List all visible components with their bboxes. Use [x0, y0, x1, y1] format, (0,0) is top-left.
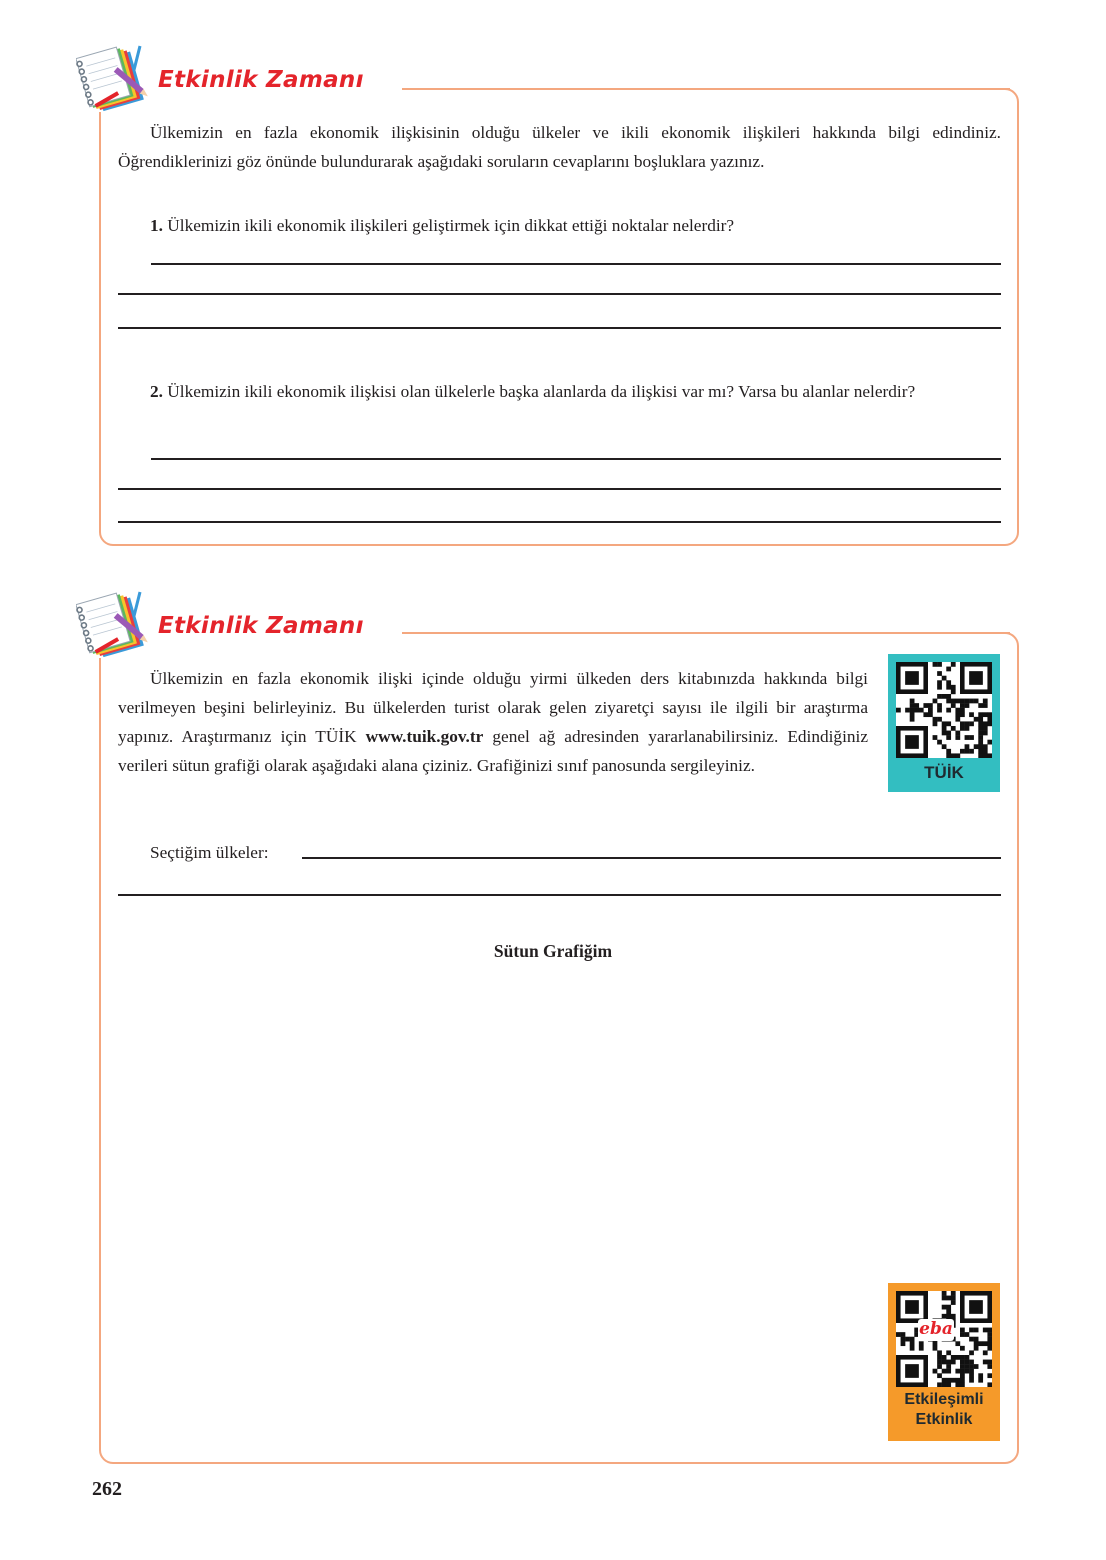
selected-countries-label: Seçtiğim ülkeler: [150, 843, 269, 862]
answer-line[interactable] [151, 458, 1001, 460]
tuik-label: TÜİK [924, 763, 964, 782]
question-2-text: Ülkemizin ikili ekonomik ilişkisi olan ülkelerle başka alanlarda da ilişkisi var mı? Varsa bu alanlar nelerdir? [162, 382, 916, 401]
eba-label [888, 1390, 1000, 1430]
graph-title: Sütun Grafiğim [493, 941, 613, 961]
answer-line[interactable] [118, 293, 1001, 295]
answer-line[interactable] [118, 488, 1001, 490]
activity2-intro [118, 664, 868, 780]
selected-countries-line[interactable] [118, 894, 1001, 896]
notebook-pencil-icon [76, 42, 160, 116]
notebook-pencil-icon [76, 588, 160, 662]
activity2-title: Etkinlik Zamanı [158, 613, 364, 639]
activity2-intro-part2: genel ağ adresinden yararlanabilirsiniz. Edindiğiniz verileri sütun grafiği olarak aşağıdaki alana çiziniz. Grafiğinizi sınıf panosunda sergileyiniz. [118, 727, 868, 775]
answer-line[interactable] [118, 327, 1001, 329]
question-2 [118, 377, 1001, 406]
activity1-title: Etkinlik Zamanı [158, 67, 364, 93]
eba-label-line1: Etkileşimli [904, 1391, 984, 1408]
activity2-header [72, 588, 402, 658]
tuik-qr-card[interactable] [888, 654, 1000, 792]
activity1-header [72, 42, 402, 112]
activity2-intro-part1: Ülkemizin en fazla ekonomik ilişki içinde olduğu yirmi ülkeden ders kitabınızda hakkında bilgi verilmeyen beşini belirleyiniz. Bu ülkelerden turist olarak gelen ziyaretçi sayısı ile ilgili bir araştırma yapınız. Araştırmanız için TÜİK [118, 669, 868, 746]
question-2-number: 2. [150, 382, 163, 401]
question-1-number: 1. [150, 216, 163, 235]
answer-line[interactable] [151, 263, 1001, 265]
eba-qr-card[interactable] [888, 1283, 1000, 1441]
tuik-link[interactable]: www.tuik.gov.tr [365, 727, 484, 746]
activity1-header-line [382, 88, 1010, 90]
activity2-header-line [382, 632, 1010, 634]
question-1-text: Ülkemizin ikili ekonomik ilişkileri geliştirmek için dikkat ettiği noktalar nelerdir? [162, 216, 735, 235]
eba-label-line2: Etkinlik [915, 1411, 973, 1428]
graph-drawing-area[interactable] [118, 985, 878, 1435]
page-number: 262 [92, 1478, 122, 1500]
activity1-intro: Ülkemizin en fazla ekonomik ilişkisinin olduğu ülkeler ve ikili ekonomik ilişkileri hakkında bilgi edindiniz. Öğrendiklerinizi göz önünde bulundurarak aşağıdaki soruların cevaplarını boşluklara yazınız. [118, 123, 1001, 171]
selected-countries-line[interactable] [302, 857, 1001, 859]
qr-code-icon [896, 662, 992, 758]
eba-logo: eba [919, 1319, 953, 1339]
answer-line[interactable] [118, 521, 1001, 523]
question-1 [150, 211, 1001, 240]
